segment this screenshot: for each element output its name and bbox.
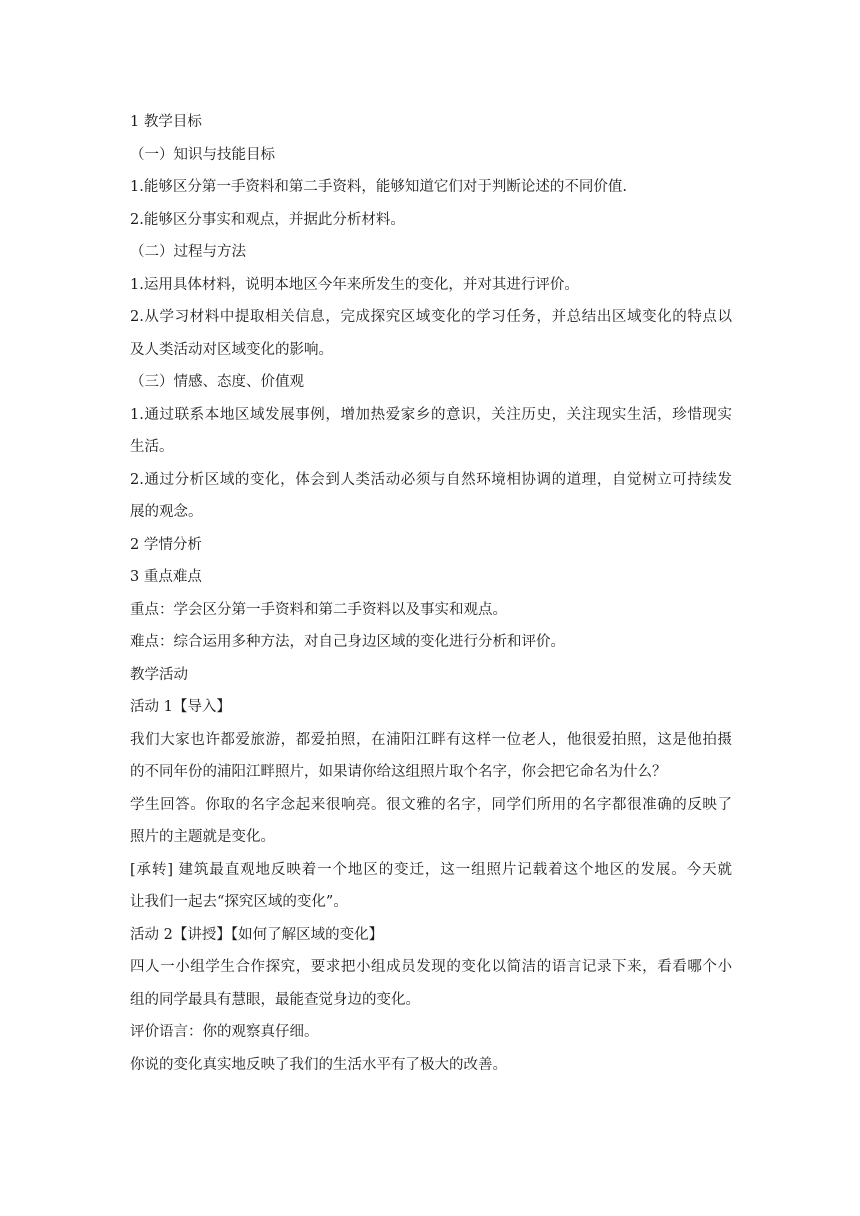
text-line: [承转] 建筑最直观地反映着一个地区的变迁，这一组照片记载着这个地区的发展。今天就 <box>130 861 732 878</box>
document-body <box>130 106 732 1081</box>
text-line: 展的观念。 <box>130 504 203 520</box>
text-line: 四人一小组学生合作探究，要求把小组成员发现的变化以简洁的语言记录下来，看看哪个小 <box>130 959 732 975</box>
subheading-emotion-attitude-values: （三）情感、态度、价值观 <box>130 374 304 390</box>
heading-activity-2: 活动 2【讲授】【如何了解区域的变化】 <box>130 926 384 943</box>
text-line: 2.能够区分事实和观点，并据此分析材料。 <box>130 211 405 228</box>
heading-student-analysis: 2 学情分析 <box>130 536 202 553</box>
text-line: 2.通过分析区域的变化，体会到人类活动必须与自然环境相协调的道理，自觉树立可持续发 <box>130 471 732 488</box>
text-line: 1.通过联系本地区域发展事例，增加热爱家乡的意识，关注历史，关注现实生活，珍惜现实 <box>130 406 732 423</box>
text-line: 让我们一起去“探究区域的变化”。 <box>130 894 348 910</box>
heading-teaching-activities: 教学活动 <box>130 666 188 683</box>
heading-activity-1: 活动 1【导入】 <box>130 699 231 715</box>
text-line: 1.运用具体材料，说明本地区今年来所发生的变化，并对其进行评价。 <box>130 276 579 293</box>
text-line: 我们大家也许都爱旅游，都爱拍照，在浦阳江畔有这样一位老人，他很爱拍照，这是他拍摄 <box>130 731 732 748</box>
text-line: 学生回答。你取的名字念起来很响亮。很文雅的名字，同学们所用的名字都很准确的反映了 <box>130 796 732 813</box>
subheading-process-method: （二）过程与方法 <box>130 244 246 260</box>
heading-teaching-goals: 1 教学目标 <box>130 114 202 130</box>
text-line: 及人类活动对区域变化的影响。 <box>130 341 333 358</box>
text-line: 评价语言：你的观察真仔细。 <box>130 1024 319 1040</box>
text-line: 组的同学最具有慧眼，最能查觉身边的变化。 <box>130 991 420 1008</box>
text-line: 1.能够区分第一手资料和第二手资料，能够知道它们对于判断论述的不同价值. <box>130 179 627 195</box>
text-line: 照片的主题就是变化。 <box>130 829 275 845</box>
text-line: 2.从学习材料中提取相关信息，完成探究区域变化的学习任务，并总结出区域变化的特点以 <box>130 309 732 325</box>
text-line: 生活。 <box>130 439 174 455</box>
text-line: 重点：学会区分第一手资料和第二手资料以及事实和观点。 <box>130 601 507 618</box>
subheading-knowledge-skills: （一）知识与技能目标 <box>130 146 275 163</box>
heading-key-points: 3 重点难点 <box>130 569 202 585</box>
text-line: 难点：综合运用多种方法，对自己身边区域的变化进行分析和评价。 <box>130 634 565 650</box>
text-line: 的不同年份的浦阳江畔照片，如果请你给这组照片取个名字，你会把它命名为什么？ <box>130 764 667 780</box>
text-line: 你说的变化真实地反映了我们的生活水平有了极大的改善。 <box>130 1056 507 1073</box>
